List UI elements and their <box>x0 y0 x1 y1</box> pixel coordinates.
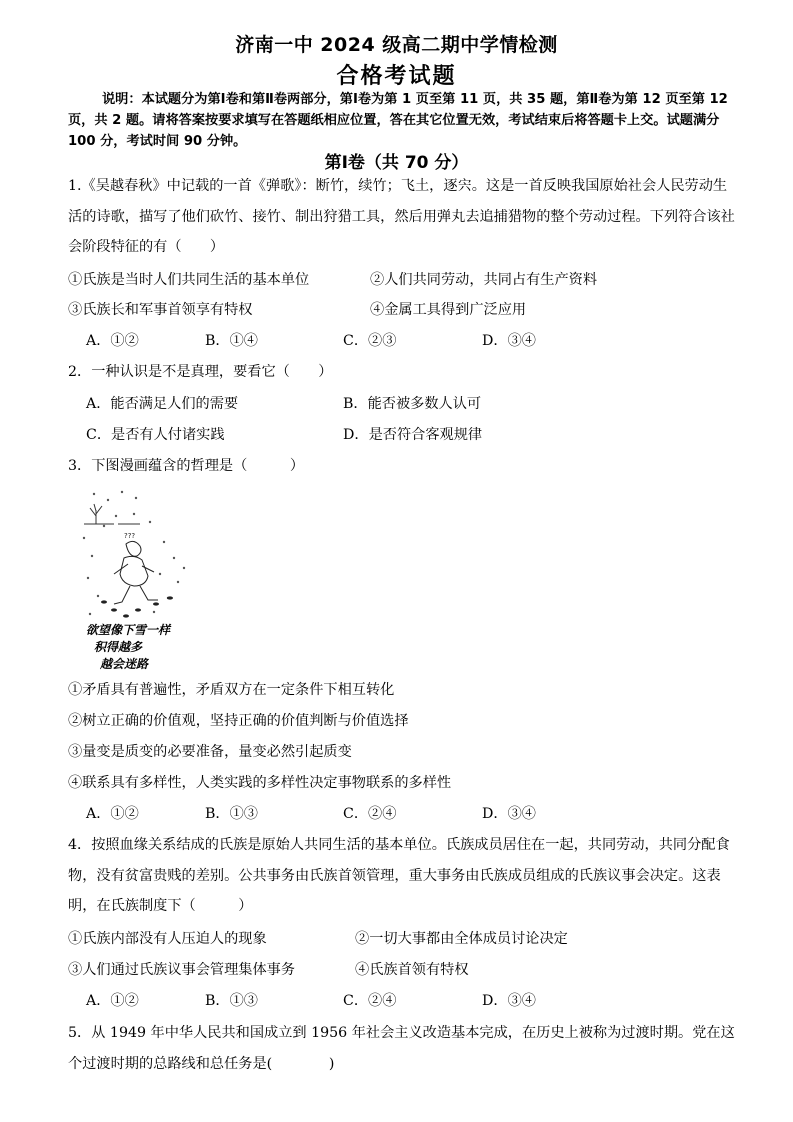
svg-text:???: ??? <box>124 532 136 540</box>
instructions <box>68 89 738 152</box>
question-3-option-d[interactable]: D．③④ <box>482 806 536 822</box>
question-1-option-b[interactable]: B．①④ <box>205 333 258 349</box>
question-4-item-4: ④氏族首领有特权 <box>355 962 469 978</box>
question-3-option-b[interactable]: B．①③ <box>205 806 258 822</box>
question-3-option-c[interactable]: C．②④ <box>343 806 397 822</box>
question-1-item-2: ②人们共同劳动，共同占有生产资料 <box>370 272 598 288</box>
question-4-stem: 4．按照血缘关系结成的氏族是原始人共同生活的基本单位。氏族成员居住在一起，共同劳动，共同分配食物，没有贫富贵贱的差别。公共事务由氏族首领管理，重大事务由氏族成员组成的氏族议事会决定。这表明，在氏族制度下（ ） <box>68 837 730 914</box>
cartoon-caption-2: 积得越多 <box>94 640 143 654</box>
instructions-label: 说明： <box>102 92 142 107</box>
question-1-option-d[interactable]: D．③④ <box>482 333 536 349</box>
question-5-stem: 5．从 1949 年中华人民共和国成立到 1956 年社会主义改造基本完成，在历史上被称为过渡时期。党在这个过渡时期的总路线和总任务是( ) <box>68 1025 735 1072</box>
exam-subtitle: 合格考试题 <box>336 64 457 89</box>
question-2-option-a[interactable]: A．能否满足人们的需要 <box>86 396 239 412</box>
question-2-option-b[interactable]: B．能否被多数人认可 <box>343 396 482 412</box>
question-4-option-d[interactable]: D．③④ <box>482 993 536 1009</box>
question-4-option-c[interactable]: C．②④ <box>343 993 397 1009</box>
question-3-option-a[interactable]: A．①② <box>86 806 139 822</box>
cartoon-caption-3: 越会迷路 <box>100 657 149 671</box>
question-1-item-3: ③氏族长和军事首领享有特权 <box>68 302 253 318</box>
question-3-item-4: ④联系具有多样性，人类实践的多样性决定事物联系的多样性 <box>68 775 452 791</box>
question-1-item-1: ①氏族是当时人们共同生活的基本单位 <box>68 272 310 288</box>
question-4-item-2: ②一切大事都由全体成员讨论决定 <box>355 931 568 947</box>
cartoon-caption-1: 欲望像下雪一样 <box>86 623 171 637</box>
question-3-item-3: ③量变是质变的必要准备，量变必然引起质变 <box>68 744 352 760</box>
question-1-stem: 1.《吴越春秋》中记载的一首《弹歌》：断竹，续竹；飞土，逐宍。这是一首反映我国原始社会人民劳动生活的诗歌，描写了他们砍竹、接竹、制出狩猎工具，然后用弹丸去追捕猎物的整个劳动过程。下列符合该社会阶段特征的有（ ） <box>68 178 735 255</box>
question-3-item-1: ①矛盾具有普遍性，矛盾双方在一定条件下相互转化 <box>68 682 395 698</box>
question-4-option-b[interactable]: B．①③ <box>205 993 258 1009</box>
question-2-stem: 2．一种认识是不是真理，要看它（ ） <box>68 364 333 380</box>
question-1-option-a[interactable]: A．①② <box>86 333 139 349</box>
question-4-item-3: ③人们通过氏族议事会管理集体事务 <box>68 962 296 978</box>
question-4-option-a[interactable]: A．①② <box>86 993 139 1009</box>
section-title: 第Ⅰ卷（共 70 分） <box>324 153 469 173</box>
question-1-option-c[interactable]: C．②③ <box>343 333 397 349</box>
exam-title: 济南一中 2024 级高二期中学情检测 <box>235 34 558 56</box>
question-4-item-1: ①氏族内部没有人压迫人的现象 <box>68 931 267 947</box>
question-3-item-2: ②树立正确的价值观，坚持正确的价值判断与价值选择 <box>68 713 409 729</box>
question-3-stem: 3．下图漫画蕴含的哲理是（ ） <box>68 458 305 474</box>
instructions-text: 本试题分为第Ⅰ卷和第Ⅱ卷两部分，第Ⅰ卷为第 1 页至第 11 页，共 35 题，第Ⅱ卷为第 12 页至第 12 页，共 2 题。请将答案按要求填写在答题纸相应位置，答在其它位置无效，考试结束后将答题卡上交。试题满分 100 分，考试时间 90 分钟。 <box>68 92 728 149</box>
question-2-option-c[interactable]: C．是否有人付诸实践 <box>86 427 225 443</box>
question-1-item-4: ④金属工具得到广泛应用 <box>370 302 527 318</box>
question-2-option-d[interactable]: D．是否符合客观规律 <box>343 427 483 443</box>
